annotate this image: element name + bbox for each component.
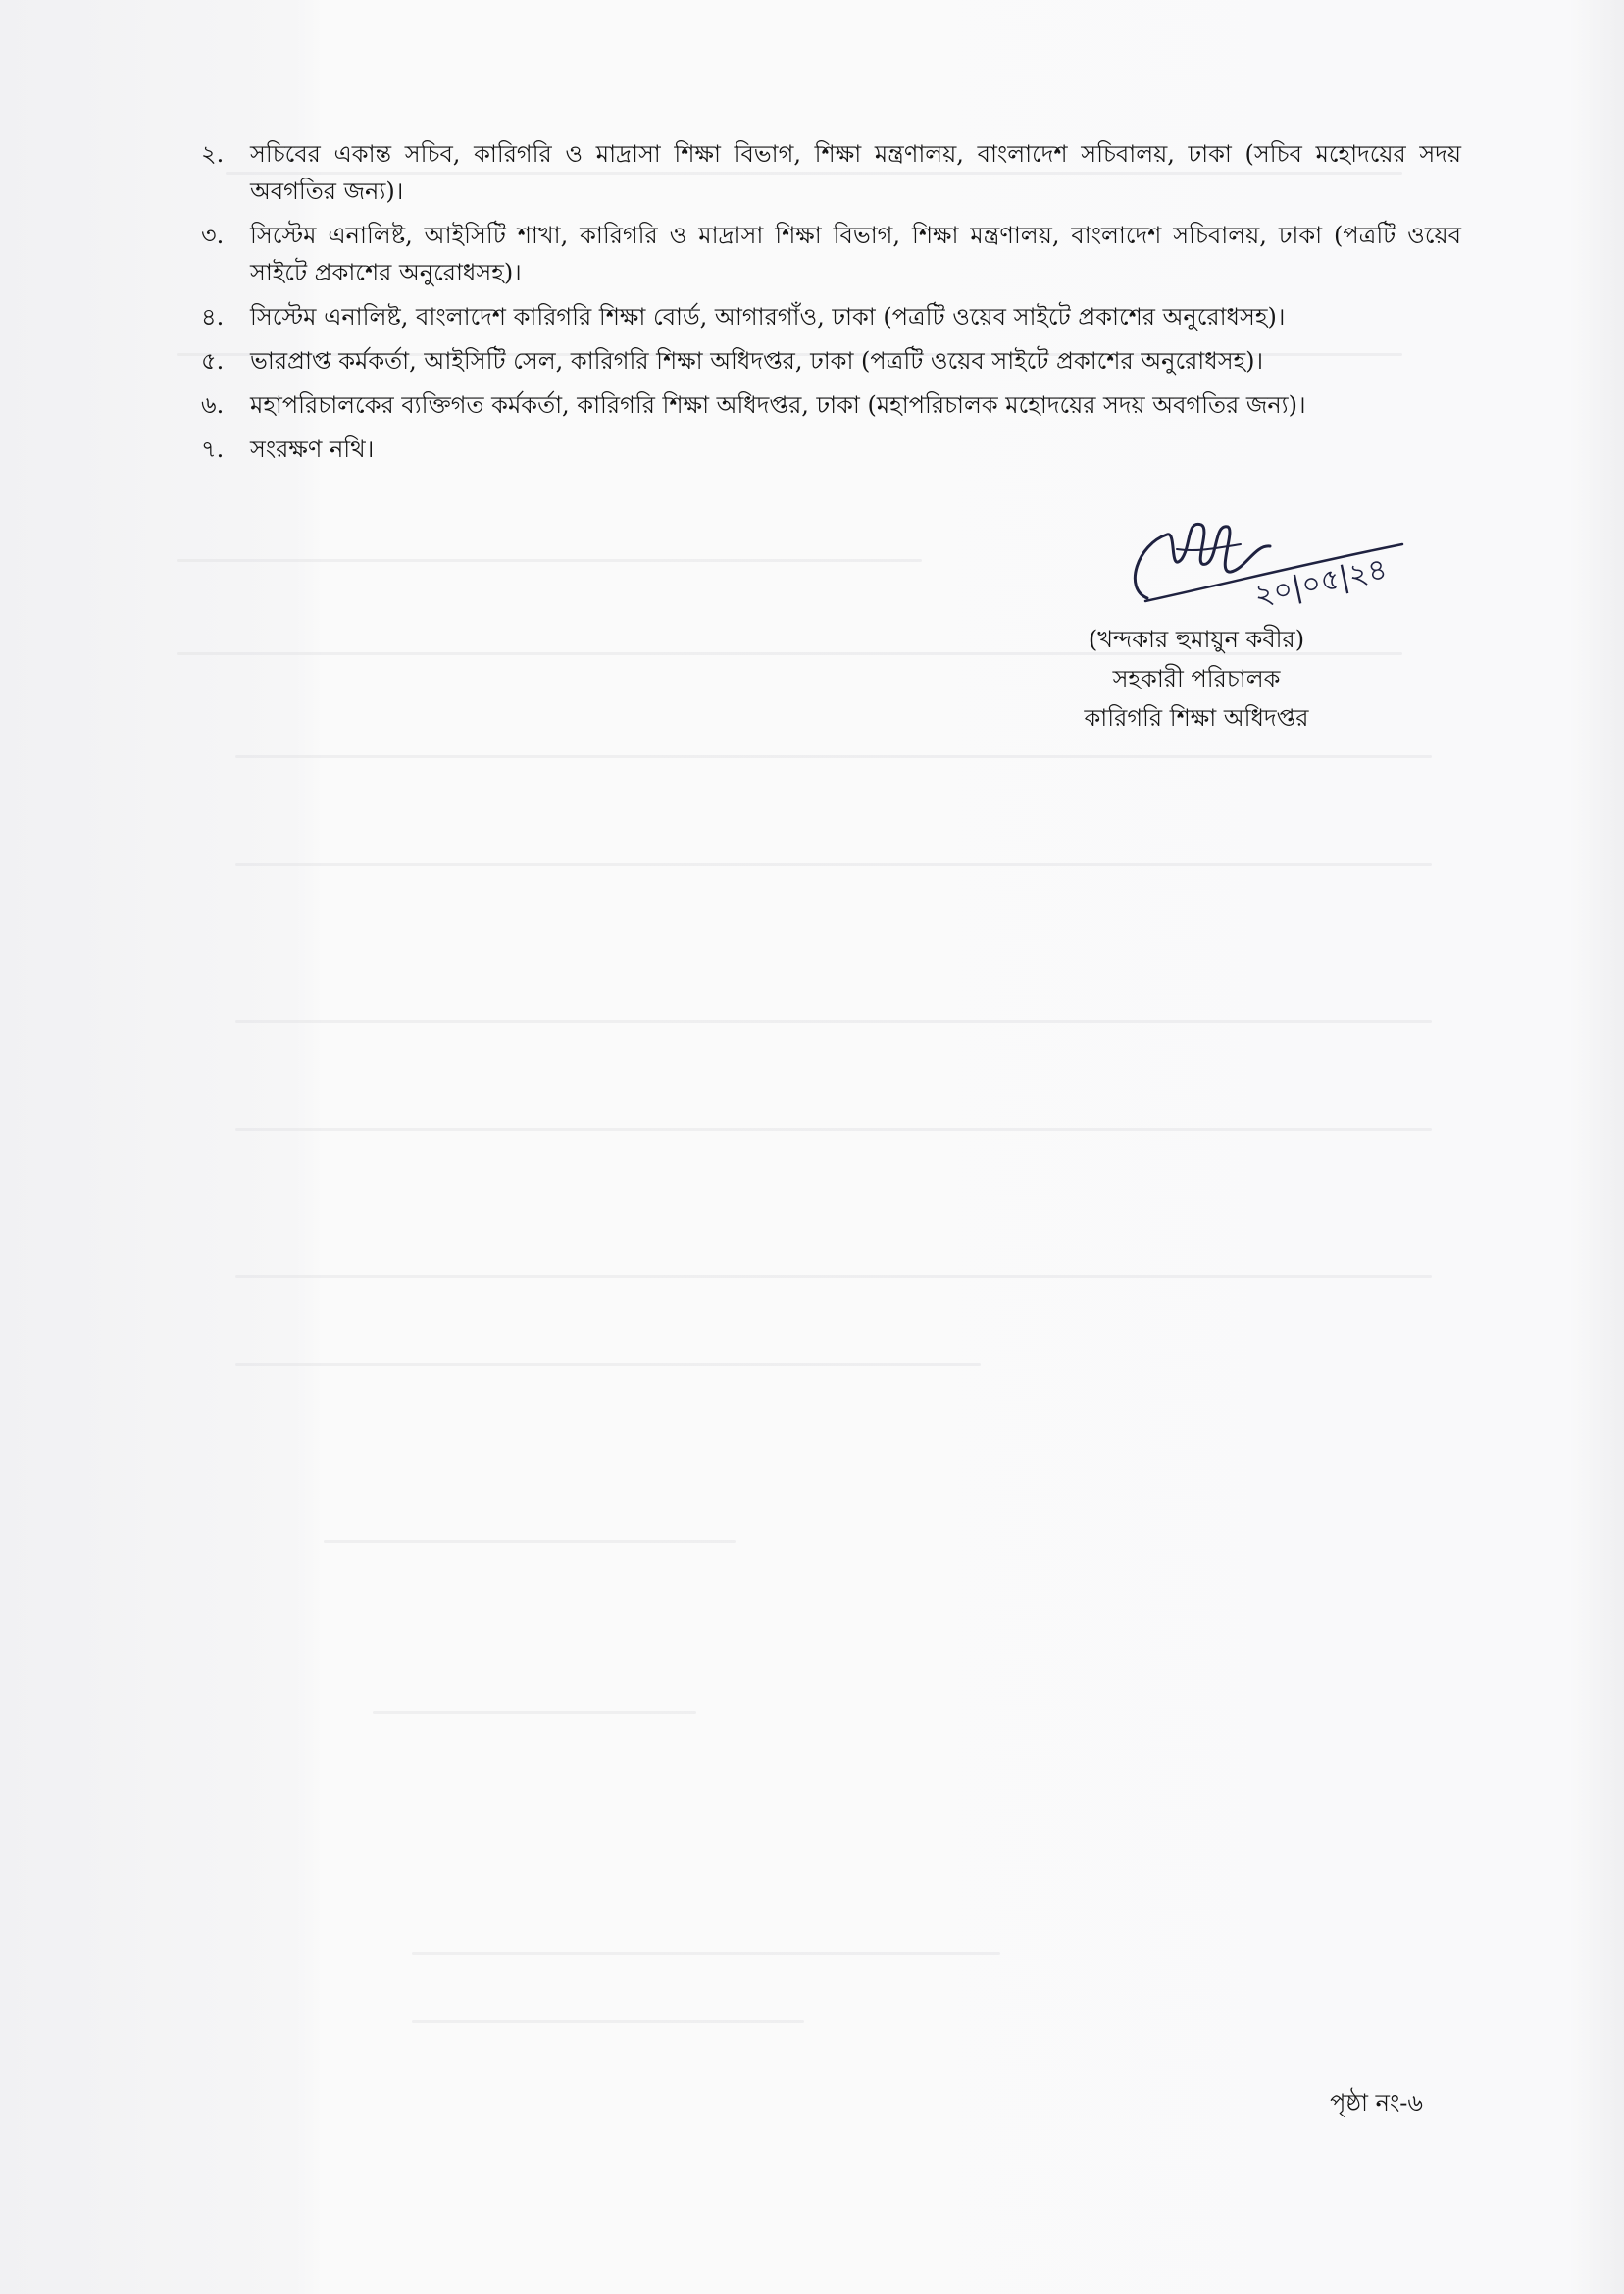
show-through-line xyxy=(412,1952,1000,1955)
copy-distribution-list xyxy=(201,135,1461,475)
list-item xyxy=(201,431,1461,468)
list-item-text: মহাপরিচালকের ব্যক্তিগত কর্মকর্তা, কারিগরি শিক্ষা অধিদপ্তর, ঢাকা (মহাপরিচালক মহোদয়ের সদয় অবগতির জন্য)। xyxy=(250,391,1306,419)
show-through-line xyxy=(235,1275,1432,1278)
show-through-line xyxy=(235,1128,1432,1131)
signatory-office: কারিগরি শিক্ষা অধিদপ্তর xyxy=(1084,704,1309,732)
list-item xyxy=(201,298,1461,335)
show-through-line xyxy=(235,1020,1432,1023)
list-item xyxy=(201,135,1461,210)
signatory-name: (খন্দকার হুমায়ুন কবীর) xyxy=(1088,626,1305,653)
signatory-block xyxy=(1000,620,1393,738)
show-through-line xyxy=(235,863,1432,866)
show-through-line xyxy=(235,755,1432,758)
list-item xyxy=(201,342,1461,380)
list-item-number: ৪. xyxy=(201,303,225,331)
list-item-number: ৬. xyxy=(201,391,225,419)
handwritten-signature xyxy=(1108,505,1422,618)
list-item-number: ৩. xyxy=(201,222,225,249)
show-through-line xyxy=(412,2020,804,2023)
list-item xyxy=(201,386,1461,424)
list-item-text: ভারপ্রাপ্ত কর্মকর্তা, আইসিটি সেল, কারিগরি শিক্ষা অধিদপ্তর, ঢাকা (পত্রটি ওয়েব সাইটে প্রকাশের অনুরোধসহ)। xyxy=(250,347,1264,375)
signatory-designation: সহকারী পরিচালক xyxy=(1112,665,1281,692)
list-item-number: ২. xyxy=(201,140,225,168)
show-through-line xyxy=(373,1711,696,1714)
list-item-text: সিস্টেম এনালিষ্ট, আইসিটি শাখা, কারিগরি ও মাদ্রাসা শিক্ষা বিভাগ, শিক্ষা মন্ত্রণালয়, বাংলাদেশ সচিবালয়, ঢাকা (পত্রটি ওয়েব সাইটে প্রকাশের অনুরোধসহ)। xyxy=(250,222,1461,286)
list-item-number: ৭. xyxy=(201,435,225,463)
list-item-number: ৫. xyxy=(201,347,225,375)
list-item xyxy=(201,217,1461,291)
list-item-text: সচিবের একান্ত সচিব, কারিগরি ও মাদ্রাসা শিক্ষা বিভাগ, শিক্ষা মন্ত্রণালয়, বাংলাদেশ সচিবালয়, ঢাকা (সচিব মহোদয়ের সদয় অবগতির জন্য)। xyxy=(250,140,1461,205)
show-through-line xyxy=(177,559,922,562)
list-item-text: সংরক্ষণ নথি। xyxy=(250,435,375,463)
show-through-line xyxy=(324,1540,736,1543)
show-through-line xyxy=(235,1363,981,1366)
list-item-text: সিস্টেম এনালিষ্ট, বাংলাদেশ কারিগরি শিক্ষা বোর্ড, আগারগাঁও, ঢাকা (পত্রটি ওয়েব সাইটে প্রকাশের অনুরোধসহ)। xyxy=(250,303,1286,331)
signature-date: ২০|০৫|২৪ xyxy=(1251,551,1391,614)
page-number: পৃষ্ঠা নং-৬ xyxy=(1330,2089,1423,2116)
